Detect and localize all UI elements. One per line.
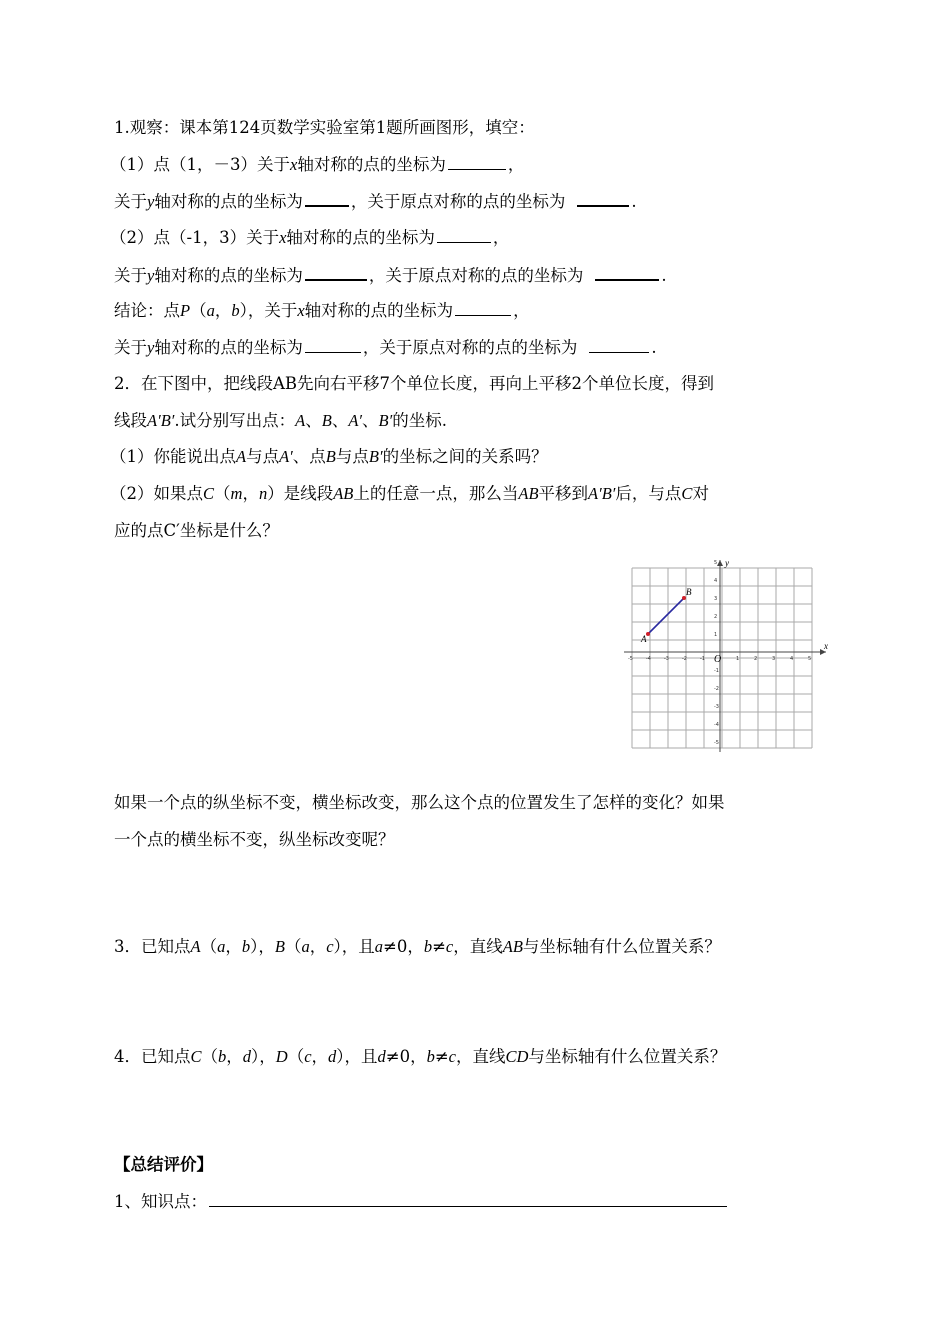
q2-sub1: （1）你能说出点A与点A′、点B与点B′的坐标之间的关系吗？ (110, 447, 548, 466)
x-tick-label: -5 (628, 656, 633, 662)
q2-followup-line1: 如果一个点的纵坐标不变，横坐标改变，那么这个点的位置发生了怎样的变化？如果 (114, 793, 725, 812)
q3-text: 3．已知点A（a，b），B（a，c），且a≠0，b≠c，直线AB与坐标轴有什么位置关系？ (114, 937, 721, 956)
answer-blank[interactable] (437, 228, 491, 243)
point-a (646, 632, 650, 636)
answer-blank[interactable] (595, 265, 659, 281)
answer-blank[interactable] (455, 301, 511, 316)
x-tick-label: 1 (736, 656, 740, 662)
answer-blank[interactable] (305, 265, 367, 281)
y-tick-label: -1 (714, 668, 719, 674)
q1-conclusion-line2: 关于y轴对称的点的坐标为 ，关于原点对称的点的坐标为 . (114, 338, 657, 357)
y-axis-label: y (725, 558, 729, 568)
y-tick-label: 2 (714, 614, 718, 620)
x-tick-label: -2 (682, 656, 687, 662)
q2-followup-line2: 一个点的横坐标不变，纵坐标改变呢？ (114, 830, 395, 849)
point-b-label: B (686, 587, 692, 597)
q1-part1-line2: 关于y轴对称的点的坐标为 ，关于原点对称的点的坐标为 . (114, 192, 637, 211)
answer-blank[interactable] (448, 155, 506, 170)
x-tick-label: -1 (700, 656, 705, 662)
x-tick-label: 5 (808, 656, 812, 662)
q4-text: 4．已知点C（b，d），D（c，d），且d≠0，b≠c，直线CD与坐标轴有什么位置关系？ (114, 1047, 727, 1066)
y-tick-label: 1 (714, 632, 718, 638)
x-tick-label: -4 (646, 656, 651, 662)
y-tick-label: -3 (714, 704, 719, 710)
y-tick-label: -2 (714, 686, 719, 692)
q2-line2: 线段A′B′.试分别写出点：A、B、A′、B′的坐标. (114, 411, 447, 430)
origin-label: O (714, 654, 722, 665)
answer-blank[interactable] (305, 338, 361, 353)
y-axis-arrow (717, 560, 723, 566)
q2-sub2-cont: 应的点C′坐标是什么？ (114, 521, 279, 540)
segment-ab (648, 598, 684, 634)
y-tick-label: -5 (714, 740, 719, 746)
answer-blank[interactable] (305, 191, 349, 207)
q1-conclusion-line1: 结论：点P（a，b），关于x轴对称的点的坐标为 ， (114, 301, 530, 320)
x-tick-label: 3 (772, 656, 776, 662)
y-tick-label: -4 (714, 722, 719, 728)
summary-title: 【总结评价】 (114, 1155, 213, 1174)
q1-intro: 1.观察：课本第124页数学实验室第1题所画图形，填空： (114, 118, 535, 137)
coordinate-graph (620, 558, 828, 754)
answer-blank[interactable] (577, 191, 629, 207)
x-tick-label: 4 (790, 656, 794, 662)
summary-item1: 1、知识点： (114, 1192, 729, 1212)
x-tick-label: -3 (664, 656, 669, 662)
q2-line1: 2．在下图中，把线段AB先向右平移7个单位长度，再向上平移2个单位长度，得到 (114, 374, 715, 393)
q1-part2-line2: 关于y轴对称的点的坐标为 ，关于原点对称的点的坐标为 . (114, 266, 667, 285)
answer-blank[interactable] (589, 338, 649, 353)
q1-part1-line1: （1）点（1，－3）关于x轴对称的点的坐标为 ， (110, 155, 525, 174)
x-tick-label: 2 (754, 656, 758, 662)
q1-part2-line1: （2）点（-1，3）关于x轴对称的点的坐标为 ， (110, 228, 510, 247)
x-axis-label: x (824, 641, 828, 651)
point-a-label: A (641, 634, 647, 644)
y-tick-label: 3 (714, 596, 718, 602)
knowledge-answer-blank[interactable] (209, 1192, 727, 1207)
y-tick-label: 4 (714, 578, 718, 584)
y-tick-label: 5 (714, 560, 718, 566)
q2-sub2: （2）如果点C（m，n）是线段AB上的任意一点，那么当AB平移到A′B′后，与点C对 (110, 484, 709, 503)
